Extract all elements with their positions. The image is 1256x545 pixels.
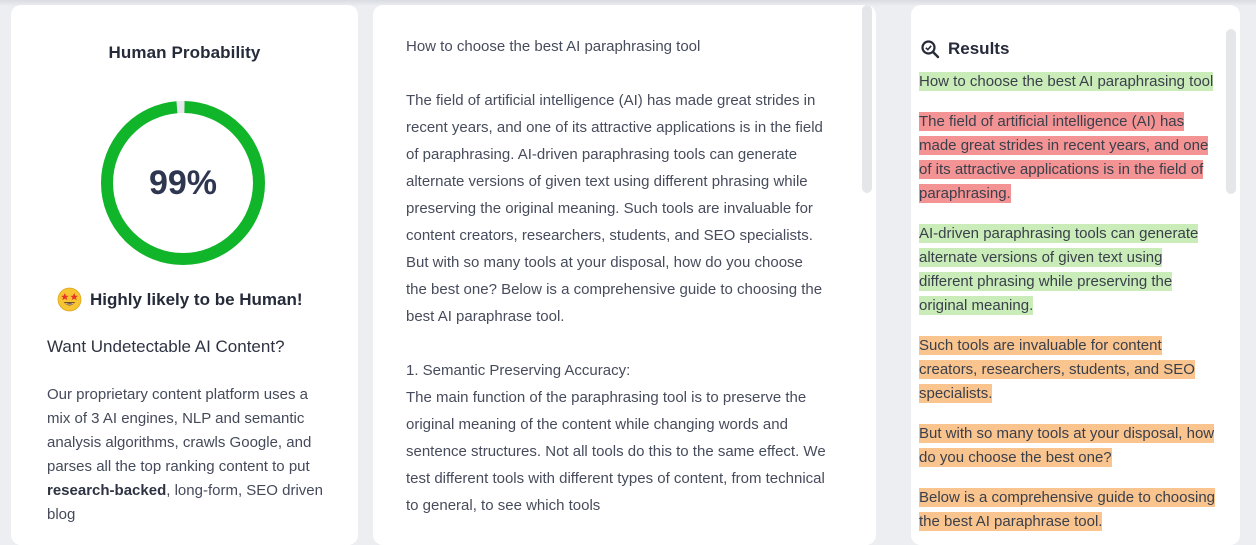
probability-card	[11, 5, 358, 545]
result-segment	[919, 222, 1216, 318]
result-segment	[919, 334, 1216, 406]
article-subheading: 1. Semantic Preserving Accuracy:	[406, 362, 631, 379]
result-segment	[919, 486, 1216, 534]
article-card[interactable]	[373, 5, 876, 545]
result-segment-text: But with so many tools at your disposal, how do you choose the best one?	[919, 425, 1215, 466]
article-heading: How to choose the best AI paraphrasing tool	[406, 38, 701, 55]
star-struck-emoji-icon	[57, 287, 82, 312]
result-segment-text: AI-driven paraphrasing tools can generate alternate versions of given text using different phrasing while preserving the original meaning.	[919, 225, 1199, 314]
search-icon	[920, 39, 940, 59]
promo-text	[47, 383, 332, 527]
result-segment-text: Below is a comprehensive guide to choosing the best AI paraphrase tool.	[919, 489, 1216, 530]
promo-title: Want Undetectable AI Content?	[47, 337, 285, 356]
result-segment-text: The field of artificial intelligence (AI) has made great strides in recent years, and one of its attractive applications is in the field of paraphrasing.	[919, 113, 1209, 202]
promo-text-start: Our proprietary content platform uses a mix of 3 AI engines, NLP and semantic analysis algorithms, crawls Google, and parses all the top ranking content to put	[47, 386, 312, 475]
result-segment	[919, 422, 1216, 470]
verdict	[57, 287, 327, 312]
results-scrollbar[interactable]	[1226, 29, 1236, 194]
article-paragraph: The main function of the paraphrasing tool is to preserve the original meaning of the content while changing words and sentence structures. Not all tools do this to the same effect. We test different tools with different types of content, from technical to general, to see which tools	[406, 389, 826, 514]
article-text[interactable]	[406, 33, 826, 545]
result-segment-text: How to choose the best AI paraphrasing tool	[919, 73, 1214, 90]
results-title: Results	[948, 39, 1010, 58]
promo-text-end: , long-form, SEO driven blog	[47, 482, 323, 523]
probability-title: Human Probability	[108, 43, 261, 62]
result-segment	[919, 70, 1216, 94]
results-card	[911, 5, 1240, 545]
promo-bold: research-backed	[47, 482, 167, 499]
probability-value: 99%	[148, 163, 218, 202]
result-segment-text: Such tools are invaluable for content creators, researchers, students, and SEO specialists.	[919, 337, 1195, 402]
result-segment	[919, 110, 1216, 206]
results-list	[919, 70, 1216, 545]
article-paragraph: The field of artificial intelligence (AI) has made great strides in recent years, and one of its attractive applications is in the field of paraphrasing. AI-driven paraphrasing tools can generate alternate versions of given text using different phrasing while preserving the original meaning. Such tools are invaluable for content creators, researchers, students, and SEO specialists. But with so many tools at your disposal, how do you choose the best one? Below is a comprehensive guide to choosing the best AI paraphrase tool.	[406, 92, 823, 325]
results-header	[920, 39, 1009, 59]
article-scrollbar[interactable]	[862, 5, 872, 193]
verdict-text: Highly likely to be Human!	[90, 289, 303, 309]
